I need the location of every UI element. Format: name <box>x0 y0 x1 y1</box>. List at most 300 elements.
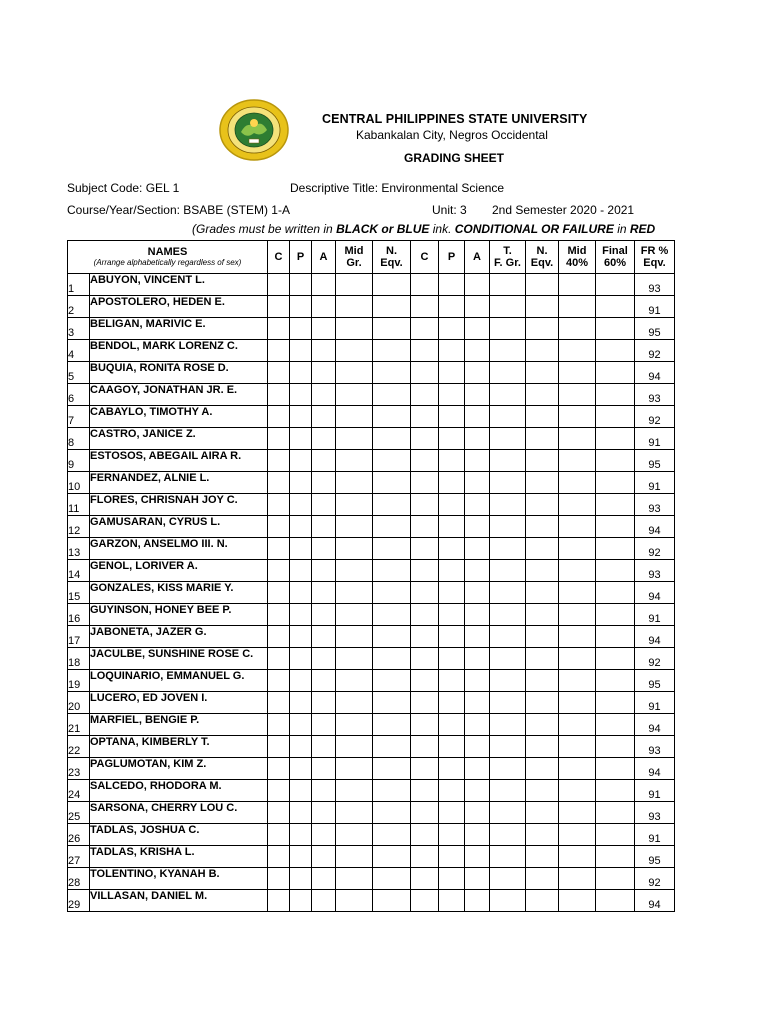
cell-t-f-gr[interactable] <box>490 406 526 428</box>
cell-n-eqv-1[interactable] <box>373 472 411 494</box>
cell-p2[interactable] <box>439 384 465 406</box>
cell-mid-40[interactable] <box>559 296 596 318</box>
cell-c2[interactable] <box>411 868 439 890</box>
cell-p2[interactable] <box>439 296 465 318</box>
cell-p1[interactable] <box>290 450 312 472</box>
cell-fr-eqv[interactable]: 91 <box>635 780 675 802</box>
cell-p2[interactable] <box>439 406 465 428</box>
cell-p1[interactable] <box>290 340 312 362</box>
cell-final-60[interactable] <box>596 626 635 648</box>
cell-t-f-gr[interactable] <box>490 714 526 736</box>
cell-n-eqv-2[interactable] <box>526 802 559 824</box>
cell-p2[interactable] <box>439 868 465 890</box>
cell-p1[interactable] <box>290 494 312 516</box>
cell-c2[interactable] <box>411 472 439 494</box>
cell-mid-40[interactable] <box>559 450 596 472</box>
cell-a2[interactable] <box>465 758 490 780</box>
cell-p1[interactable] <box>290 868 312 890</box>
cell-n-eqv-2[interactable] <box>526 824 559 846</box>
cell-t-f-gr[interactable] <box>490 362 526 384</box>
cell-t-f-gr[interactable] <box>490 582 526 604</box>
cell-mid-40[interactable] <box>559 582 596 604</box>
cell-n-eqv-1[interactable] <box>373 868 411 890</box>
cell-a1[interactable] <box>312 538 336 560</box>
cell-mid-gr[interactable] <box>336 846 373 868</box>
cell-t-f-gr[interactable] <box>490 384 526 406</box>
cell-p1[interactable] <box>290 736 312 758</box>
cell-n-eqv-2[interactable] <box>526 472 559 494</box>
cell-n-eqv-2[interactable] <box>526 516 559 538</box>
cell-c1[interactable] <box>268 890 290 912</box>
cell-a1[interactable] <box>312 296 336 318</box>
cell-c1[interactable] <box>268 362 290 384</box>
cell-c1[interactable] <box>268 560 290 582</box>
cell-t-f-gr[interactable] <box>490 758 526 780</box>
cell-mid-gr[interactable] <box>336 362 373 384</box>
cell-final-60[interactable] <box>596 890 635 912</box>
cell-c2[interactable] <box>411 736 439 758</box>
cell-c2[interactable] <box>411 758 439 780</box>
cell-final-60[interactable] <box>596 428 635 450</box>
cell-mid-gr[interactable] <box>336 340 373 362</box>
cell-mid-gr[interactable] <box>336 582 373 604</box>
cell-p2[interactable] <box>439 626 465 648</box>
cell-p2[interactable] <box>439 714 465 736</box>
cell-mid-gr[interactable] <box>336 472 373 494</box>
cell-final-60[interactable] <box>596 516 635 538</box>
cell-t-f-gr[interactable] <box>490 692 526 714</box>
cell-mid-40[interactable] <box>559 670 596 692</box>
cell-n-eqv-1[interactable] <box>373 362 411 384</box>
cell-p1[interactable] <box>290 626 312 648</box>
cell-c2[interactable] <box>411 648 439 670</box>
cell-fr-eqv[interactable]: 95 <box>635 318 675 340</box>
cell-mid-40[interactable] <box>559 890 596 912</box>
cell-c2[interactable] <box>411 692 439 714</box>
cell-p1[interactable] <box>290 604 312 626</box>
cell-mid-40[interactable] <box>559 802 596 824</box>
cell-a1[interactable] <box>312 318 336 340</box>
cell-mid-40[interactable] <box>559 274 596 296</box>
cell-final-60[interactable] <box>596 692 635 714</box>
cell-c1[interactable] <box>268 582 290 604</box>
cell-a2[interactable] <box>465 450 490 472</box>
cell-mid-40[interactable] <box>559 692 596 714</box>
cell-mid-gr[interactable] <box>336 406 373 428</box>
cell-a1[interactable] <box>312 626 336 648</box>
cell-t-f-gr[interactable] <box>490 538 526 560</box>
cell-c2[interactable] <box>411 296 439 318</box>
cell-p2[interactable] <box>439 428 465 450</box>
cell-c2[interactable] <box>411 890 439 912</box>
cell-fr-eqv[interactable]: 93 <box>635 560 675 582</box>
cell-mid-40[interactable] <box>559 736 596 758</box>
cell-final-60[interactable] <box>596 582 635 604</box>
cell-final-60[interactable] <box>596 362 635 384</box>
cell-c2[interactable] <box>411 714 439 736</box>
cell-n-eqv-2[interactable] <box>526 428 559 450</box>
cell-n-eqv-1[interactable] <box>373 758 411 780</box>
cell-p2[interactable] <box>439 670 465 692</box>
cell-fr-eqv[interactable]: 92 <box>635 340 675 362</box>
cell-mid-40[interactable] <box>559 868 596 890</box>
cell-mid-gr[interactable] <box>336 560 373 582</box>
cell-c2[interactable] <box>411 428 439 450</box>
cell-mid-40[interactable] <box>559 406 596 428</box>
cell-n-eqv-2[interactable] <box>526 780 559 802</box>
cell-a1[interactable] <box>312 802 336 824</box>
cell-c1[interactable] <box>268 648 290 670</box>
cell-final-60[interactable] <box>596 714 635 736</box>
cell-n-eqv-2[interactable] <box>526 890 559 912</box>
cell-t-f-gr[interactable] <box>490 824 526 846</box>
cell-p1[interactable] <box>290 406 312 428</box>
cell-fr-eqv[interactable]: 91 <box>635 428 675 450</box>
cell-a2[interactable] <box>465 868 490 890</box>
cell-n-eqv-1[interactable] <box>373 824 411 846</box>
cell-fr-eqv[interactable]: 91 <box>635 296 675 318</box>
cell-mid-gr[interactable] <box>336 802 373 824</box>
cell-n-eqv-1[interactable] <box>373 538 411 560</box>
cell-c1[interactable] <box>268 538 290 560</box>
cell-n-eqv-1[interactable] <box>373 780 411 802</box>
cell-c2[interactable] <box>411 780 439 802</box>
cell-mid-gr[interactable] <box>336 626 373 648</box>
cell-fr-eqv[interactable]: 92 <box>635 868 675 890</box>
cell-final-60[interactable] <box>596 450 635 472</box>
cell-n-eqv-2[interactable] <box>526 714 559 736</box>
cell-mid-40[interactable] <box>559 560 596 582</box>
cell-t-f-gr[interactable] <box>490 626 526 648</box>
cell-fr-eqv[interactable]: 93 <box>635 274 675 296</box>
cell-a2[interactable] <box>465 384 490 406</box>
cell-fr-eqv[interactable]: 94 <box>635 714 675 736</box>
cell-c2[interactable] <box>411 340 439 362</box>
cell-a2[interactable] <box>465 670 490 692</box>
cell-t-f-gr[interactable] <box>490 516 526 538</box>
cell-mid-gr[interactable] <box>336 494 373 516</box>
cell-a1[interactable] <box>312 758 336 780</box>
cell-p2[interactable] <box>439 758 465 780</box>
cell-n-eqv-2[interactable] <box>526 538 559 560</box>
cell-n-eqv-1[interactable] <box>373 582 411 604</box>
cell-c1[interactable] <box>268 516 290 538</box>
cell-n-eqv-2[interactable] <box>526 670 559 692</box>
cell-mid-40[interactable] <box>559 780 596 802</box>
cell-a2[interactable] <box>465 340 490 362</box>
cell-t-f-gr[interactable] <box>490 868 526 890</box>
cell-final-60[interactable] <box>596 846 635 868</box>
cell-n-eqv-2[interactable] <box>526 274 559 296</box>
cell-mid-40[interactable] <box>559 428 596 450</box>
cell-p2[interactable] <box>439 824 465 846</box>
cell-c2[interactable] <box>411 538 439 560</box>
cell-mid-40[interactable] <box>559 648 596 670</box>
cell-n-eqv-2[interactable] <box>526 560 559 582</box>
cell-a1[interactable] <box>312 494 336 516</box>
cell-final-60[interactable] <box>596 274 635 296</box>
cell-p2[interactable] <box>439 846 465 868</box>
cell-mid-gr[interactable] <box>336 516 373 538</box>
cell-final-60[interactable] <box>596 560 635 582</box>
cell-p1[interactable] <box>290 692 312 714</box>
cell-fr-eqv[interactable]: 94 <box>635 890 675 912</box>
cell-t-f-gr[interactable] <box>490 736 526 758</box>
cell-p2[interactable] <box>439 274 465 296</box>
cell-mid-40[interactable] <box>559 538 596 560</box>
cell-p1[interactable] <box>290 296 312 318</box>
cell-n-eqv-1[interactable] <box>373 714 411 736</box>
cell-final-60[interactable] <box>596 406 635 428</box>
cell-mid-gr[interactable] <box>336 296 373 318</box>
cell-c1[interactable] <box>268 494 290 516</box>
cell-c1[interactable] <box>268 384 290 406</box>
cell-c1[interactable] <box>268 406 290 428</box>
cell-fr-eqv[interactable]: 94 <box>635 582 675 604</box>
cell-c1[interactable] <box>268 340 290 362</box>
cell-a2[interactable] <box>465 516 490 538</box>
cell-n-eqv-1[interactable] <box>373 560 411 582</box>
cell-c1[interactable] <box>268 318 290 340</box>
cell-t-f-gr[interactable] <box>490 802 526 824</box>
cell-fr-eqv[interactable]: 93 <box>635 736 675 758</box>
cell-mid-40[interactable] <box>559 472 596 494</box>
cell-n-eqv-2[interactable] <box>526 296 559 318</box>
cell-p2[interactable] <box>439 450 465 472</box>
cell-a1[interactable] <box>312 472 336 494</box>
cell-a2[interactable] <box>465 274 490 296</box>
cell-p1[interactable] <box>290 670 312 692</box>
cell-n-eqv-1[interactable] <box>373 670 411 692</box>
cell-c2[interactable] <box>411 626 439 648</box>
cell-p2[interactable] <box>439 318 465 340</box>
cell-t-f-gr[interactable] <box>490 428 526 450</box>
cell-mid-40[interactable] <box>559 824 596 846</box>
cell-c1[interactable] <box>268 472 290 494</box>
cell-n-eqv-1[interactable] <box>373 516 411 538</box>
cell-a2[interactable] <box>465 318 490 340</box>
cell-p1[interactable] <box>290 846 312 868</box>
cell-p1[interactable] <box>290 824 312 846</box>
cell-final-60[interactable] <box>596 472 635 494</box>
cell-t-f-gr[interactable] <box>490 890 526 912</box>
cell-final-60[interactable] <box>596 384 635 406</box>
cell-a1[interactable] <box>312 736 336 758</box>
cell-c1[interactable] <box>268 846 290 868</box>
cell-n-eqv-2[interactable] <box>526 868 559 890</box>
cell-n-eqv-1[interactable] <box>373 846 411 868</box>
cell-p2[interactable] <box>439 604 465 626</box>
cell-mid-40[interactable] <box>559 384 596 406</box>
cell-final-60[interactable] <box>596 670 635 692</box>
cell-mid-40[interactable] <box>559 604 596 626</box>
cell-a1[interactable] <box>312 604 336 626</box>
cell-p1[interactable] <box>290 362 312 384</box>
cell-mid-gr[interactable] <box>336 428 373 450</box>
cell-c2[interactable] <box>411 824 439 846</box>
cell-a2[interactable] <box>465 626 490 648</box>
cell-a1[interactable] <box>312 362 336 384</box>
cell-mid-40[interactable] <box>559 516 596 538</box>
cell-a2[interactable] <box>465 736 490 758</box>
cell-final-60[interactable] <box>596 824 635 846</box>
cell-p1[interactable] <box>290 582 312 604</box>
cell-t-f-gr[interactable] <box>490 846 526 868</box>
cell-p1[interactable] <box>290 274 312 296</box>
cell-c2[interactable] <box>411 406 439 428</box>
cell-a2[interactable] <box>465 824 490 846</box>
cell-mid-40[interactable] <box>559 758 596 780</box>
cell-mid-40[interactable] <box>559 494 596 516</box>
cell-n-eqv-2[interactable] <box>526 406 559 428</box>
cell-mid-gr[interactable] <box>336 824 373 846</box>
cell-t-f-gr[interactable] <box>490 472 526 494</box>
cell-c1[interactable] <box>268 428 290 450</box>
cell-final-60[interactable] <box>596 648 635 670</box>
cell-mid-gr[interactable] <box>336 538 373 560</box>
cell-n-eqv-2[interactable] <box>526 846 559 868</box>
cell-fr-eqv[interactable]: 92 <box>635 648 675 670</box>
cell-n-eqv-1[interactable] <box>373 692 411 714</box>
cell-final-60[interactable] <box>596 538 635 560</box>
cell-mid-40[interactable] <box>559 318 596 340</box>
cell-p2[interactable] <box>439 494 465 516</box>
cell-c2[interactable] <box>411 362 439 384</box>
cell-a2[interactable] <box>465 846 490 868</box>
cell-mid-gr[interactable] <box>336 758 373 780</box>
cell-p1[interactable] <box>290 538 312 560</box>
cell-fr-eqv[interactable]: 93 <box>635 802 675 824</box>
cell-mid-40[interactable] <box>559 846 596 868</box>
cell-p1[interactable] <box>290 560 312 582</box>
cell-n-eqv-1[interactable] <box>373 626 411 648</box>
cell-p1[interactable] <box>290 472 312 494</box>
cell-n-eqv-2[interactable] <box>526 384 559 406</box>
cell-c2[interactable] <box>411 274 439 296</box>
cell-c2[interactable] <box>411 604 439 626</box>
cell-mid-gr[interactable] <box>336 714 373 736</box>
cell-a1[interactable] <box>312 648 336 670</box>
cell-final-60[interactable] <box>596 802 635 824</box>
cell-final-60[interactable] <box>596 868 635 890</box>
cell-n-eqv-2[interactable] <box>526 604 559 626</box>
cell-mid-gr[interactable] <box>336 780 373 802</box>
cell-a2[interactable] <box>465 714 490 736</box>
cell-p1[interactable] <box>290 802 312 824</box>
cell-p1[interactable] <box>290 516 312 538</box>
cell-mid-gr[interactable] <box>336 692 373 714</box>
cell-p1[interactable] <box>290 648 312 670</box>
cell-t-f-gr[interactable] <box>490 648 526 670</box>
cell-mid-40[interactable] <box>559 714 596 736</box>
cell-n-eqv-2[interactable] <box>526 450 559 472</box>
cell-n-eqv-1[interactable] <box>373 450 411 472</box>
cell-mid-40[interactable] <box>559 340 596 362</box>
cell-p1[interactable] <box>290 758 312 780</box>
cell-a1[interactable] <box>312 824 336 846</box>
cell-fr-eqv[interactable]: 94 <box>635 758 675 780</box>
cell-n-eqv-1[interactable] <box>373 428 411 450</box>
cell-fr-eqv[interactable]: 94 <box>635 362 675 384</box>
cell-n-eqv-1[interactable] <box>373 318 411 340</box>
cell-n-eqv-2[interactable] <box>526 362 559 384</box>
cell-n-eqv-1[interactable] <box>373 406 411 428</box>
cell-p1[interactable] <box>290 780 312 802</box>
cell-c2[interactable] <box>411 560 439 582</box>
cell-a2[interactable] <box>465 362 490 384</box>
cell-p2[interactable] <box>439 362 465 384</box>
cell-p2[interactable] <box>439 802 465 824</box>
cell-p2[interactable] <box>439 648 465 670</box>
cell-mid-gr[interactable] <box>336 274 373 296</box>
cell-c2[interactable] <box>411 670 439 692</box>
cell-p1[interactable] <box>290 890 312 912</box>
cell-c1[interactable] <box>268 450 290 472</box>
cell-a2[interactable] <box>465 582 490 604</box>
cell-c2[interactable] <box>411 846 439 868</box>
cell-c2[interactable] <box>411 450 439 472</box>
cell-fr-eqv[interactable]: 92 <box>635 406 675 428</box>
cell-t-f-gr[interactable] <box>490 274 526 296</box>
cell-p2[interactable] <box>439 582 465 604</box>
cell-final-60[interactable] <box>596 758 635 780</box>
cell-t-f-gr[interactable] <box>490 296 526 318</box>
cell-a1[interactable] <box>312 780 336 802</box>
cell-t-f-gr[interactable] <box>490 560 526 582</box>
cell-t-f-gr[interactable] <box>490 450 526 472</box>
cell-p2[interactable] <box>439 516 465 538</box>
cell-a2[interactable] <box>465 604 490 626</box>
cell-final-60[interactable] <box>596 604 635 626</box>
cell-mid-gr[interactable] <box>336 868 373 890</box>
cell-c1[interactable] <box>268 670 290 692</box>
cell-mid-gr[interactable] <box>336 318 373 340</box>
cell-n-eqv-1[interactable] <box>373 802 411 824</box>
cell-n-eqv-2[interactable] <box>526 626 559 648</box>
cell-a2[interactable] <box>465 494 490 516</box>
cell-fr-eqv[interactable]: 95 <box>635 450 675 472</box>
cell-a1[interactable] <box>312 868 336 890</box>
cell-final-60[interactable] <box>596 318 635 340</box>
cell-p2[interactable] <box>439 538 465 560</box>
cell-a2[interactable] <box>465 560 490 582</box>
cell-n-eqv-2[interactable] <box>526 736 559 758</box>
cell-fr-eqv[interactable]: 91 <box>635 824 675 846</box>
cell-mid-gr[interactable] <box>336 890 373 912</box>
cell-t-f-gr[interactable] <box>490 340 526 362</box>
cell-a2[interactable] <box>465 428 490 450</box>
cell-a2[interactable] <box>465 538 490 560</box>
cell-n-eqv-2[interactable] <box>526 648 559 670</box>
cell-c1[interactable] <box>268 714 290 736</box>
cell-a1[interactable] <box>312 450 336 472</box>
cell-final-60[interactable] <box>596 340 635 362</box>
cell-a1[interactable] <box>312 428 336 450</box>
cell-a2[interactable] <box>465 890 490 912</box>
cell-fr-eqv[interactable]: 93 <box>635 494 675 516</box>
cell-c1[interactable] <box>268 758 290 780</box>
cell-n-eqv-1[interactable] <box>373 494 411 516</box>
cell-mid-gr[interactable] <box>336 736 373 758</box>
cell-a2[interactable] <box>465 472 490 494</box>
cell-a2[interactable] <box>465 648 490 670</box>
cell-a1[interactable] <box>312 560 336 582</box>
cell-n-eqv-2[interactable] <box>526 318 559 340</box>
cell-final-60[interactable] <box>596 736 635 758</box>
cell-fr-eqv[interactable]: 93 <box>635 384 675 406</box>
cell-fr-eqv[interactable]: 91 <box>635 472 675 494</box>
cell-c2[interactable] <box>411 516 439 538</box>
